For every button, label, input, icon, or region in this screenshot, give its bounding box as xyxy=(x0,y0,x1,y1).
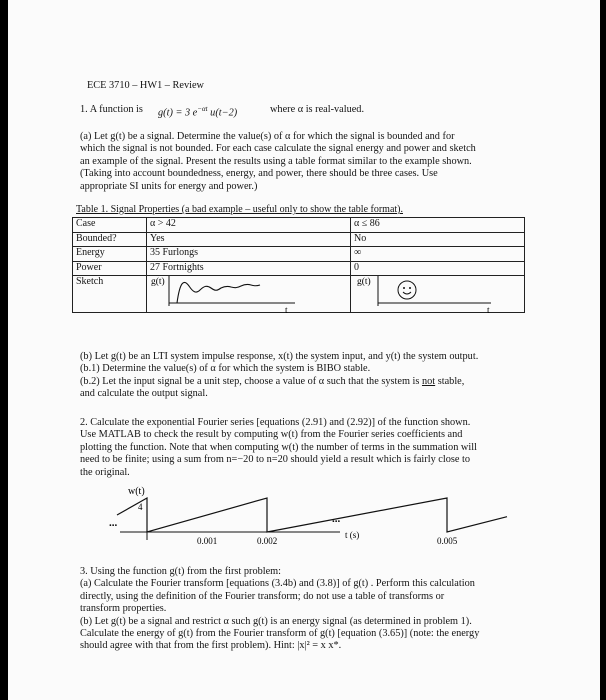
x-tick-label: 0.001 xyxy=(197,536,218,546)
sketch-t-label: t xyxy=(487,306,490,316)
part-b-line: (b) Let g(t) be an LTI system impulse response, x(t) the system input, and y(t) the system output. xyxy=(80,351,479,362)
sketch-cell-bounded xyxy=(147,276,351,316)
problem-2-line: the original. xyxy=(80,466,130,478)
part-a-line: appropriate SI units for energy and power.) xyxy=(80,180,258,192)
figure-x-label: t (s) xyxy=(345,530,360,540)
sketch-g-label: g(t) xyxy=(357,277,371,287)
part-a-line: an example of the signal. Present the results using a table format similar to the example shown. xyxy=(80,155,472,167)
problem-3-line: transform properties. xyxy=(80,603,167,615)
sketch-cell-unbounded xyxy=(351,276,525,316)
x-tick-label: 0.002 xyxy=(257,536,278,546)
problem-3-line: should agree with that from the first problem). Hint: |x|² = x x*. xyxy=(80,640,342,652)
problem-2-line: plotting the function. Note that when computing w(t) the number of terms in the summation will xyxy=(80,441,477,453)
problem-3-line: 3. Using the function g(t) from the first problem: xyxy=(80,566,282,577)
table-cell: Energy xyxy=(73,247,147,262)
smiley-mouth xyxy=(403,292,411,294)
problem-2-line: need to be finite; using a sum from n=−20 to n=20 should yield a result which is fairly close to xyxy=(80,454,471,466)
table-cell: Power xyxy=(73,261,147,276)
table-header-cell: Case xyxy=(73,218,147,233)
problem-3-line: Calculate the energy of g(t) from the Fourier transform of g(t) [equation (3.65)] (note: the energy xyxy=(80,628,480,640)
part-b-text xyxy=(80,351,478,401)
part-a-line: (a) Let g(t) be a signal. Determine the value(s) of α for which the signal is bounded and for xyxy=(80,131,455,142)
underlined-not: not xyxy=(421,375,436,387)
part-a-text xyxy=(80,131,476,193)
table-cell: ∞ xyxy=(351,247,525,262)
smiley-eye xyxy=(409,287,411,289)
figure-ellipsis-right: ... xyxy=(332,513,341,525)
sawtooth-figure xyxy=(100,482,458,562)
part-b-line: (b.1) Determine the value(s) of α for which the system is BIBO stable. xyxy=(80,363,371,375)
sketch-squiggle xyxy=(177,282,260,303)
sketch-g-label: g(t) xyxy=(151,277,165,287)
table-row-sketch xyxy=(73,276,525,313)
doc-title: ECE 3710 – HW1 – Review xyxy=(87,80,204,91)
sketch-bounded xyxy=(147,276,347,316)
table-cell: 0 xyxy=(351,261,525,276)
part-b2-line: (b.2) Let the input signal be a unit step, choose a value of α such that the system is not stable, xyxy=(80,375,465,387)
figure-ellipsis-left: ... xyxy=(109,517,118,529)
problem-3-line: (a) Calculate the Fourier transform [equations (3.4b) and (3.8)] of g(t) . Perform this calculation xyxy=(80,578,475,590)
part-b2-line: and calculate the output signal. xyxy=(80,388,208,400)
problem-3-line: (b) Let g(t) be a signal and restrict α such g(t) is an energy signal (as determined in problem 1). xyxy=(80,615,472,627)
table-cell: 27 Fortnights xyxy=(147,261,351,276)
table-cell: Yes xyxy=(147,232,351,247)
table-cell: Bounded? xyxy=(73,232,147,247)
table-header-row xyxy=(73,218,525,233)
figure-amplitude-label: 4 xyxy=(138,502,143,512)
table-caption: Table 1. Signal Properties (a bad example – useful only to show the table format). xyxy=(76,204,403,215)
table-cell: Sketch xyxy=(73,276,147,313)
signal-properties-table xyxy=(72,217,525,316)
part-a-line: which the signal is not bounded. For each case calculate the signal energy and power and sketch xyxy=(80,143,476,155)
problem-1-formula: g(t) = 3 $e^{-\alpha t}$ u(t−2) xyxy=(158,105,238,119)
x-tick-label: 0.005 xyxy=(437,536,458,546)
problem-2-line: 2. Calculate the exponential Fourier series [equations (2.91) and (2.92)] of the function shown. xyxy=(80,417,471,428)
table-row xyxy=(73,247,525,262)
problem-2-line: Use MATLAB to check the result by computing w(t) from the Fourier series coefficients and xyxy=(80,429,463,441)
sketch-t-label: t xyxy=(285,306,288,316)
table-header-cell: α ≤ 86 xyxy=(351,218,525,233)
table-row xyxy=(73,232,525,247)
problem-1-suffix: where α is real-valued. xyxy=(270,104,365,115)
table-cell: No xyxy=(351,232,525,247)
table-row xyxy=(73,261,525,276)
table-header-cell: α > 42 xyxy=(147,218,351,233)
smiley-eye xyxy=(403,287,405,289)
problem-3-text xyxy=(80,566,479,653)
table-cell: 35 Furlongs xyxy=(147,247,351,262)
smiley-face-icon xyxy=(398,281,416,299)
problem-3-line: directly, using the definition of the Fourier transform; do not use a table of transforms or xyxy=(80,590,445,602)
part-a-line: (Taking into account boundedness, energy, and power, there should be three cases. Use xyxy=(80,168,438,180)
problem-1-prefix: 1. A function is xyxy=(80,104,143,115)
problem-2-text xyxy=(80,417,477,479)
sketch-unbounded xyxy=(351,276,521,316)
figure-y-label: w(t) xyxy=(128,486,145,497)
